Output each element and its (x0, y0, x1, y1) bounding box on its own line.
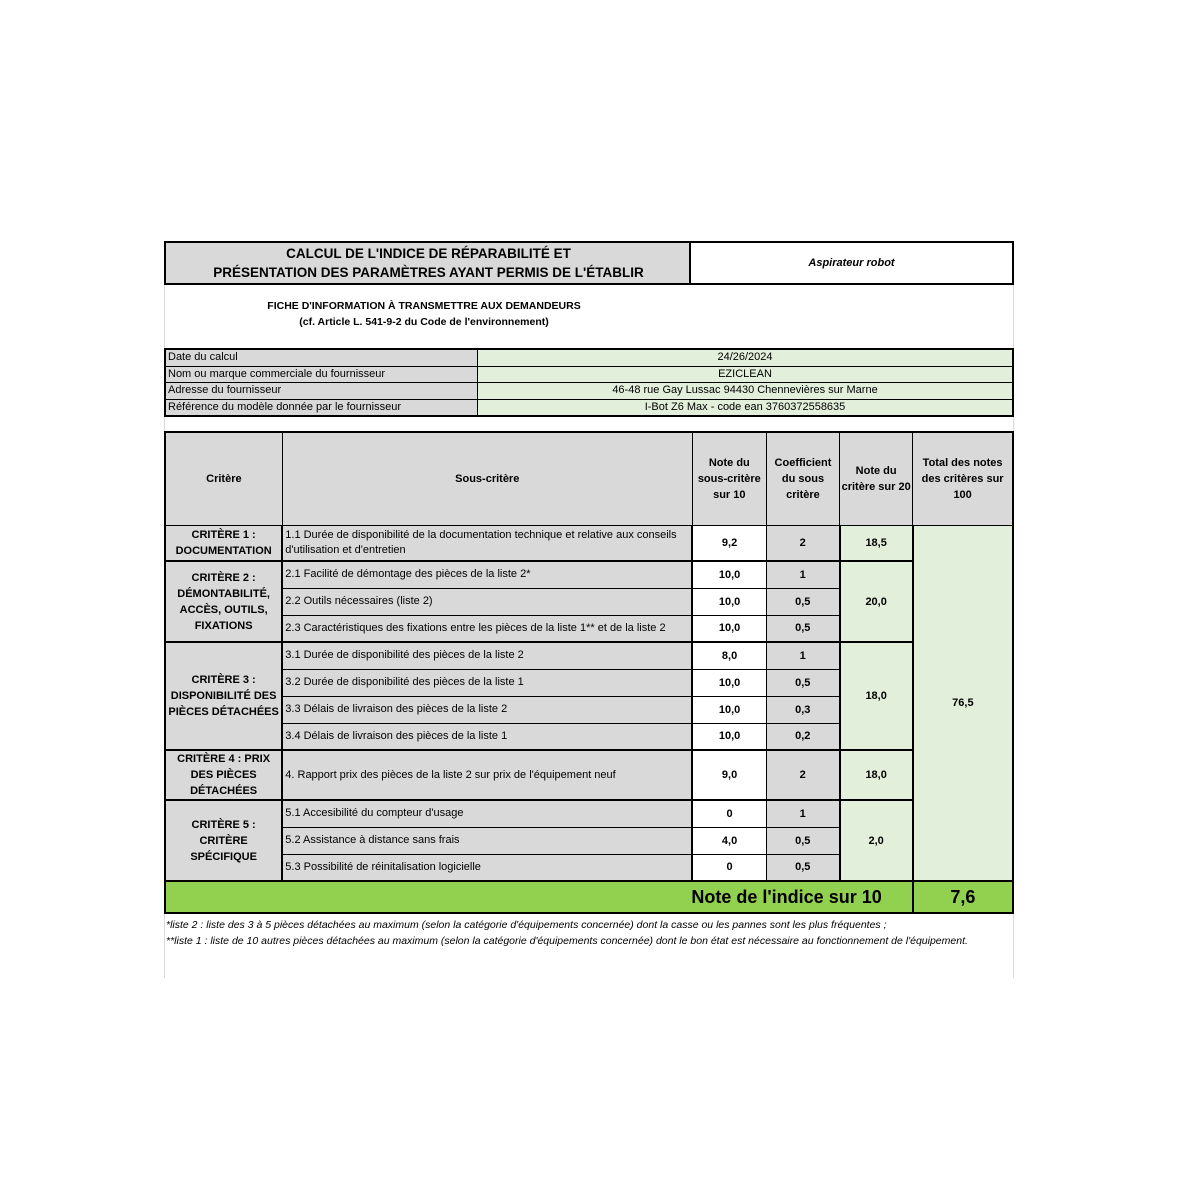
subcriterion-label: 2.2 Outils nécessaires (liste 2) (282, 588, 692, 615)
subcriterion-note: 9,2 (692, 525, 766, 561)
info-row (165, 399, 1013, 416)
table-header-row (165, 432, 1013, 525)
info-label: Nom ou marque commerciale du fournisseur (165, 366, 478, 383)
table-row (165, 642, 1013, 669)
product-type: Aspirateur robot (689, 241, 1014, 285)
table-row (165, 800, 1013, 827)
criterion-label: CRITÈRE 3 : DISPONIBILITÉ DES PIÈCES DÉTACHÉES (165, 642, 282, 750)
subcriterion-label: 1.1 Durée de disponibilité de la documentation technique et relative aux conseils d'utilisation et d'entretien (282, 525, 692, 561)
subcriterion-coef: 0,2 (766, 723, 839, 750)
table-row (165, 561, 1013, 588)
criterion-note20: 18,0 (840, 750, 913, 800)
header-box (164, 241, 1014, 285)
footnotes (166, 917, 986, 949)
subcriterion-label: 2.3 Caractéristiques des fixations entre les pièces de la liste 1** et de la liste 2 (282, 615, 692, 642)
criterion-note20: 20,0 (840, 561, 913, 642)
info-row (165, 366, 1013, 383)
col-header-critere: Critère (165, 432, 282, 525)
table-row (165, 525, 1013, 561)
subcriterion-label: 2.1 Facilité de démontage des pièces de la liste 2* (282, 561, 692, 588)
subcriterion-note: 4,0 (692, 827, 766, 854)
criterion-note20: 2,0 (840, 800, 913, 881)
subcriterion-note: 10,0 (692, 723, 766, 750)
info-value: 46-48 rue Gay Lussac 94430 Chennevières sur Marne (478, 383, 1014, 400)
header-title-line2: PRÉSENTATION DES PARAMÈTRES AYANT PERMIS DE L'ÉTABLIR (213, 265, 644, 280)
subcriterion-note: 0 (692, 800, 766, 827)
subcriterion-coef: 0,5 (766, 854, 839, 881)
fiche-line2: (cf. Article L. 541-9-2 du Code de l'environnement) (299, 316, 549, 328)
criterion-label: CRITÈRE 1 : DOCUMENTATION (165, 525, 282, 561)
info-value: I-Bot Z6 Max - code ean 3760372558635 (478, 399, 1014, 416)
subcriterion-note: 8,0 (692, 642, 766, 669)
subcriterion-label: 5.2 Assistance à distance sans frais (282, 827, 692, 854)
subcriterion-label: 3.4 Délais de livraison des pièces de la liste 1 (282, 723, 692, 750)
final-score-row (165, 881, 1013, 913)
criterion-note20: 18,0 (840, 642, 913, 750)
subcriterion-label: 4. Rapport prix des pièces de la liste 2 sur prix de l'équipement neuf (282, 750, 692, 800)
subcriterion-coef: 1 (766, 561, 839, 588)
info-label: Adresse du fournisseur (165, 383, 478, 400)
info-value: EZICLEAN (478, 366, 1014, 383)
supplier-info-table (164, 348, 1014, 417)
criterion-label: CRITÈRE 5 : CRITÈRE SPÉCIFIQUE (165, 800, 282, 881)
criterion-note20: 18,5 (840, 525, 913, 561)
subcriterion-label: 3.3 Délais de livraison des pièces de la liste 2 (282, 696, 692, 723)
subcriterion-note: 9,0 (692, 750, 766, 800)
subcriterion-coef: 0,5 (766, 588, 839, 615)
repairability-table (164, 431, 1014, 914)
info-value: 24/26/2024 (478, 349, 1014, 366)
subcriterion-coef: 0,5 (766, 669, 839, 696)
subcriterion-coef: 0,5 (766, 827, 839, 854)
total-notes: 76,5 (913, 525, 1013, 881)
footnote-liste1: **liste 1 : liste de 10 autres pièces détachées au maximum (selon la catégorie d'équipements concernée) dont le bon état est nécessaire au fonctionnement de l'équipement. (166, 935, 968, 947)
col-header-total: Total des notes des critères sur 100 (913, 432, 1013, 525)
col-header-sous-critere: Sous-critère (282, 432, 692, 525)
subcriterion-coef: 2 (766, 750, 839, 800)
subcriterion-label: 3.1 Durée de disponibilité des pièces de la liste 2 (282, 642, 692, 669)
subcriterion-coef: 0,5 (766, 615, 839, 642)
subcriterion-label: 5.1 Accesibilité du compteur d'usage (282, 800, 692, 827)
info-row (165, 383, 1013, 400)
criterion-label: CRITÈRE 4 : PRIX DES PIÈCES DÉTACHÉES (165, 750, 282, 800)
header-title-line1: CALCUL DE L'INDICE DE RÉPARABILITÉ ET (286, 246, 571, 261)
subcriterion-note: 10,0 (692, 561, 766, 588)
subcriterion-note: 10,0 (692, 588, 766, 615)
footnote-liste2: *liste 2 : liste des 3 à 5 pièces détachées au maximum (selon la catégorie d'équipements concernée) dont la casse ou les pannes sont les plus fréquentes ; (166, 919, 887, 931)
final-score-value: 7,6 (913, 881, 1013, 913)
criterion-label: CRITÈRE 2 : DÉMONTABILITÉ, ACCÈS, OUTILS, FIXATIONS (165, 561, 282, 642)
info-label: Référence du modèle donnée par le fournisseur (165, 399, 478, 416)
col-header-coef: Coefficient du sous critère (766, 432, 839, 525)
info-row (165, 349, 1013, 366)
header-title (164, 241, 693, 285)
subcriterion-note: 10,0 (692, 696, 766, 723)
subcriterion-coef: 1 (766, 642, 839, 669)
final-score-label: Note de l'indice sur 10 (165, 881, 913, 913)
subcriterion-coef: 1 (766, 800, 839, 827)
col-header-note20: Note du critère sur 20 (840, 432, 913, 525)
subcriterion-note: 0 (692, 854, 766, 881)
info-label: Date du calcul (165, 349, 478, 366)
fiche-line1: FICHE D'INFORMATION À TRANSMETTRE AUX DEMANDEURS (267, 300, 581, 312)
subcriterion-label: 5.3 Possibilité de réinitalisation logicielle (282, 854, 692, 881)
subcriterion-coef: 0,3 (766, 696, 839, 723)
subcriterion-note: 10,0 (692, 615, 766, 642)
col-header-note-sous: Note du sous-critère sur 10 (692, 432, 766, 525)
subcriterion-note: 10,0 (692, 669, 766, 696)
subcriterion-label: 3.2 Durée de disponibilité des pièces de la liste 1 (282, 669, 692, 696)
subcriterion-coef: 2 (766, 525, 839, 561)
fiche-subtitle (164, 298, 684, 330)
table-row (165, 750, 1013, 800)
